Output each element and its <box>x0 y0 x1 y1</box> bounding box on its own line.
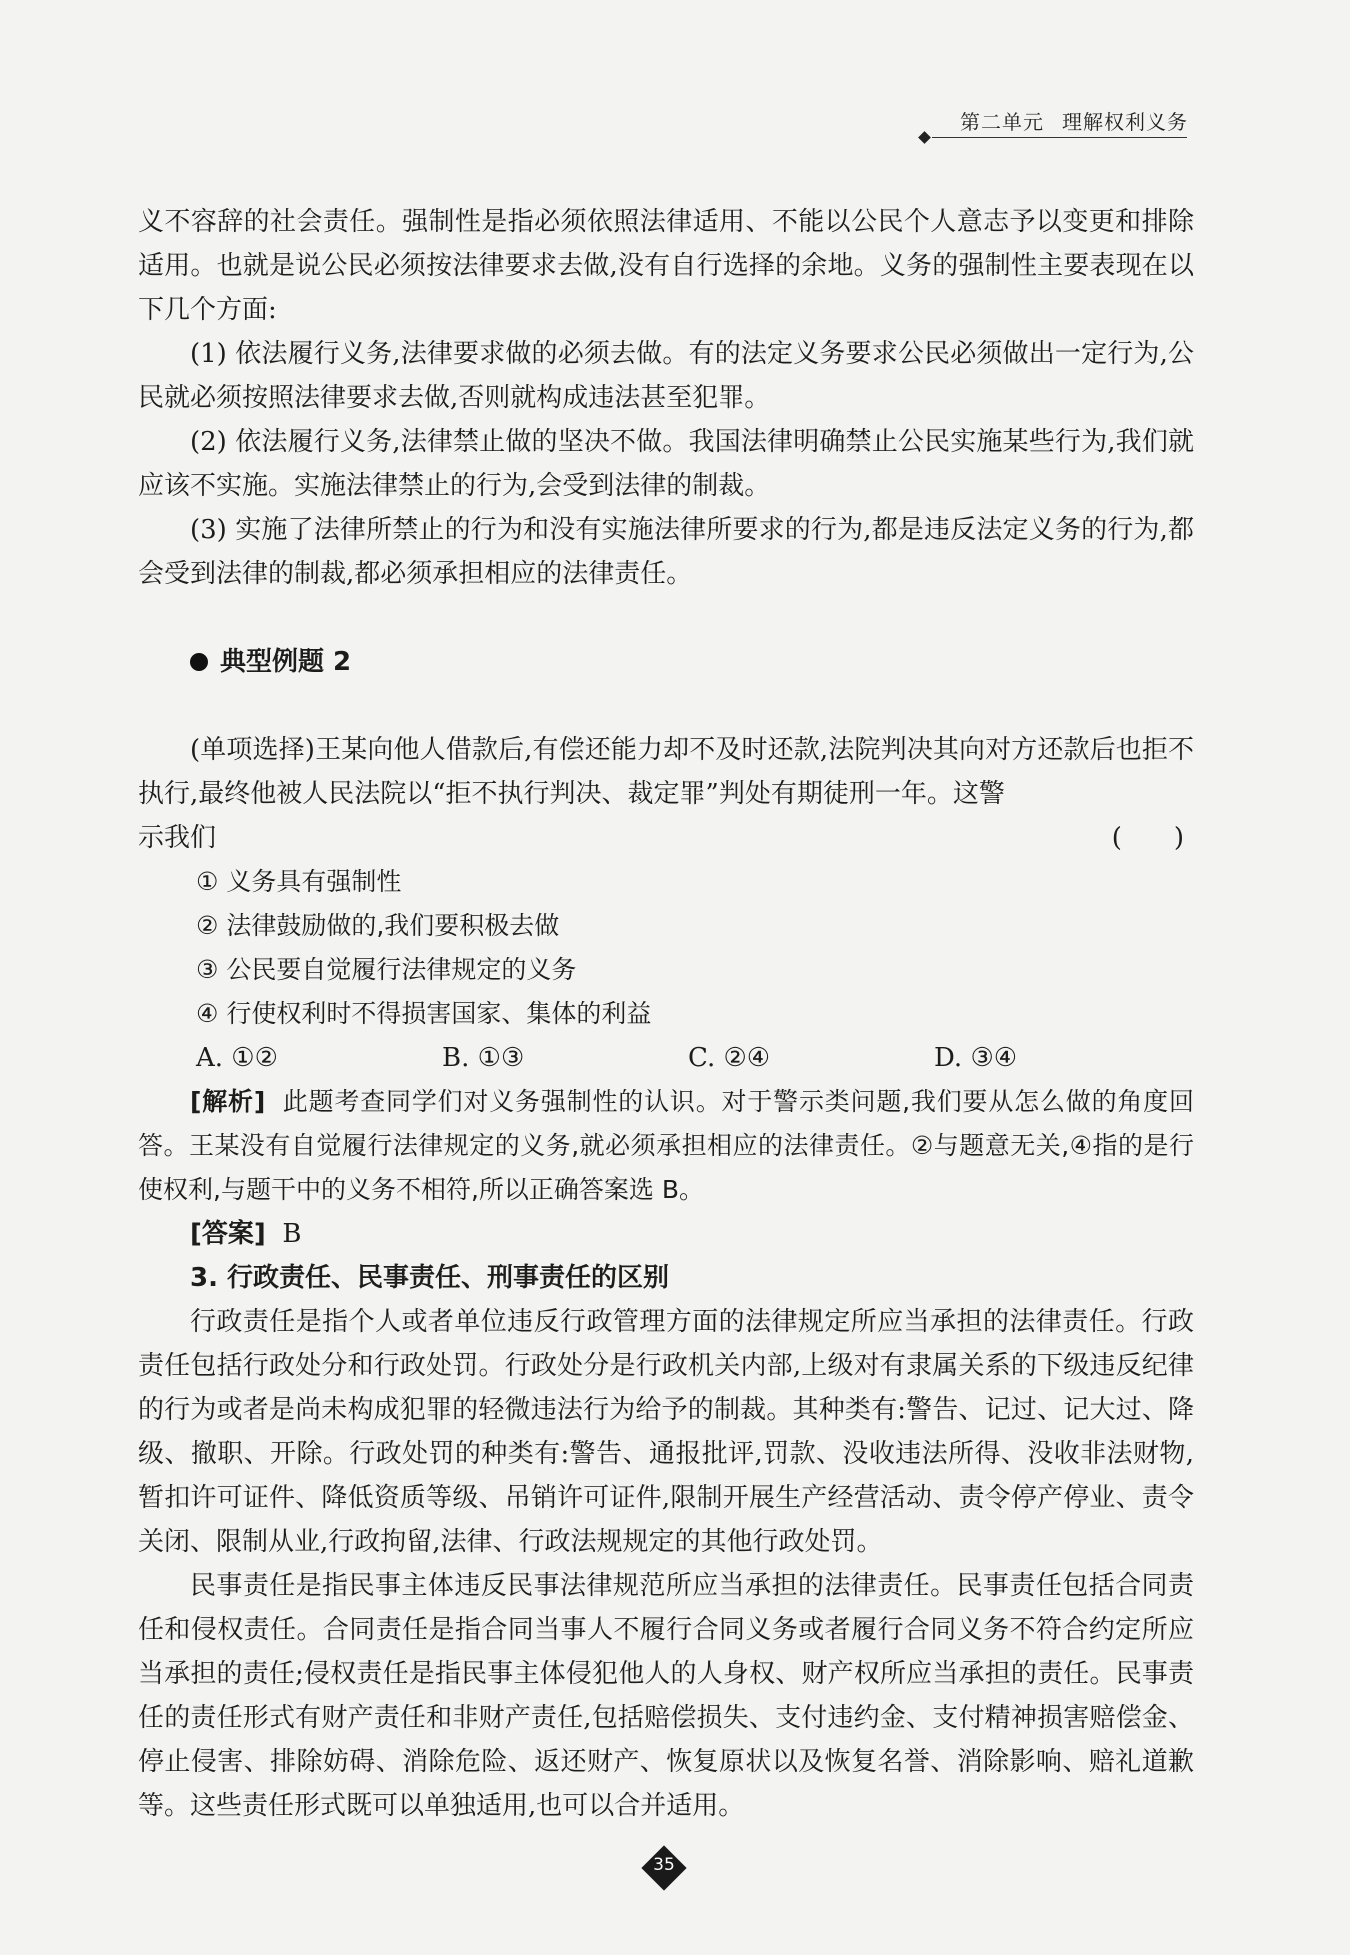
choice-c: C. ②④ <box>688 1043 771 1073</box>
body-paragraph-4: (3) 实施了法律所禁止的行为和没有实施法律所要求的行为,都是违反法定义务的行为,都会受到法律的制裁,都必须承担相应的法律责任。 <box>138 515 1194 589</box>
choice-d: D. ③④ <box>934 1043 1018 1073</box>
body-paragraph-1: 义不容辞的社会责任。强制性是指必须依照法律适用、不能以公民个人意志予以变更和排除适用。也就是说公民必须按法律要求去做,没有自行选择的余地。义务的强制性主要表现在以下几个方面: <box>138 207 1194 325</box>
option-4: ④ 行使权利时不得损害国家、集体的利益 <box>196 999 652 1028</box>
option-1: ① 义务具有强制性 <box>196 867 402 896</box>
page-content <box>138 200 1194 1828</box>
page-number: 35 <box>653 1855 675 1875</box>
header-text <box>960 106 1188 135</box>
option-3: ③ 公民要自觉履行法律规定的义务 <box>196 955 577 984</box>
answer-paragraph <box>138 1212 1194 1256</box>
example-title: 典型例题 2 <box>220 647 352 677</box>
question-text: (单项选择)王某向他人借款后,有偿还能力却不及时还款,法院判决其向对方还款后也拒不执行,最终他被人民法院以“拒不执行判决、裁定罪”判处有期徒刑一年。这警 <box>138 735 1194 809</box>
bullet-dot-icon <box>190 653 208 671</box>
answer-choices <box>138 1036 1194 1080</box>
analysis-paragraph <box>138 1080 1194 1212</box>
header-title: 理解权利义务 <box>1062 110 1188 134</box>
section-paragraph-1: 行政责任是指个人或者单位违反行政管理方面的法律规定所应当承担的法律责任。行政责任包括行政处分和行政处罚。行政处分是行政机关内部,上级对有隶属关系的下级违反纪律的行为或者是尚未构成犯罪的轻微违法行为给予的制裁。其种类有:警告、记过、记大过、降级、撤职、开除。行政处罚的种类有:警告、通报批评,罚款、没收违法所得、没收非法财物,暂扣许可证件、降低资质等级、吊销许可证件,限制开展生产经营活动、责令停产停业、责令关闭、限制从业,行政拘留,法律、行政法规规定的其他行政处罚。 <box>138 1307 1194 1557</box>
answer-blank: ( ) <box>1111 823 1184 853</box>
answer-tag: [答案] <box>190 1219 266 1249</box>
header-diamond-icon <box>918 131 931 144</box>
body-paragraph-3: (2) 依法履行义务,法律禁止做的坚决不做。我国法律明确禁止公民实施某些行为,我们就应该不实施。实施法律禁止的行为,会受到法律的制裁。 <box>138 427 1194 501</box>
section-paragraph-2: 民事责任是指民事主体违反民事法律规范所应当承担的法律责任。民事责任包括合同责任和侵权责任。合同责任是指合同当事人不履行合同义务或者履行合同义务不符合约定所应当承担的责任;侵权责任是指民事主体侵犯他人的人身权、财产权所应当承担的责任。民事责任的责任形式有财产责任和非财产责任,包括赔偿损失、支付违约金、支付精神损害赔偿金、停止侵害、排除妨碍、消除危险、返还财产、恢复原状以及恢复名誉、消除影响、赔礼道歉等。这些责任形式既可以单独适用,也可以合并适用。 <box>138 1571 1194 1821</box>
analysis-text: 此题考查同学们对义务强制性的认识。对于警示类问题,我们要从怎么做的角度回答。王某没有自觉履行法律规定的义务,就必须承担相应的法律责任。②与题意无关,④指的是行使权利,与题干中的义务不相符,所以正确答案选 B。 <box>138 1087 1194 1204</box>
header-rule <box>932 137 1187 138</box>
header-unit: 第二单元 <box>960 110 1044 134</box>
question-tail-row <box>138 816 1194 860</box>
choice-a: A. ①② <box>196 1043 278 1073</box>
example-heading <box>138 640 1194 684</box>
question-tail: 示我们 <box>138 823 217 853</box>
answer-text: B <box>282 1219 302 1249</box>
section-heading: 3. 行政责任、民事责任、刑事责任的区别 <box>190 1263 670 1293</box>
body-paragraph-2: (1) 依法履行义务,法律要求做的必须去做。有的法定义务要求公民必须做出一定行为,公民就必须按照法律要求去做,否则就构成违法甚至犯罪。 <box>138 339 1194 413</box>
page-number-badge <box>642 1846 686 1890</box>
analysis-tag: [解析] <box>190 1087 266 1116</box>
choice-b: B. ①③ <box>442 1043 525 1073</box>
option-2: ② 法律鼓励做的,我们要积极去做 <box>196 911 560 940</box>
